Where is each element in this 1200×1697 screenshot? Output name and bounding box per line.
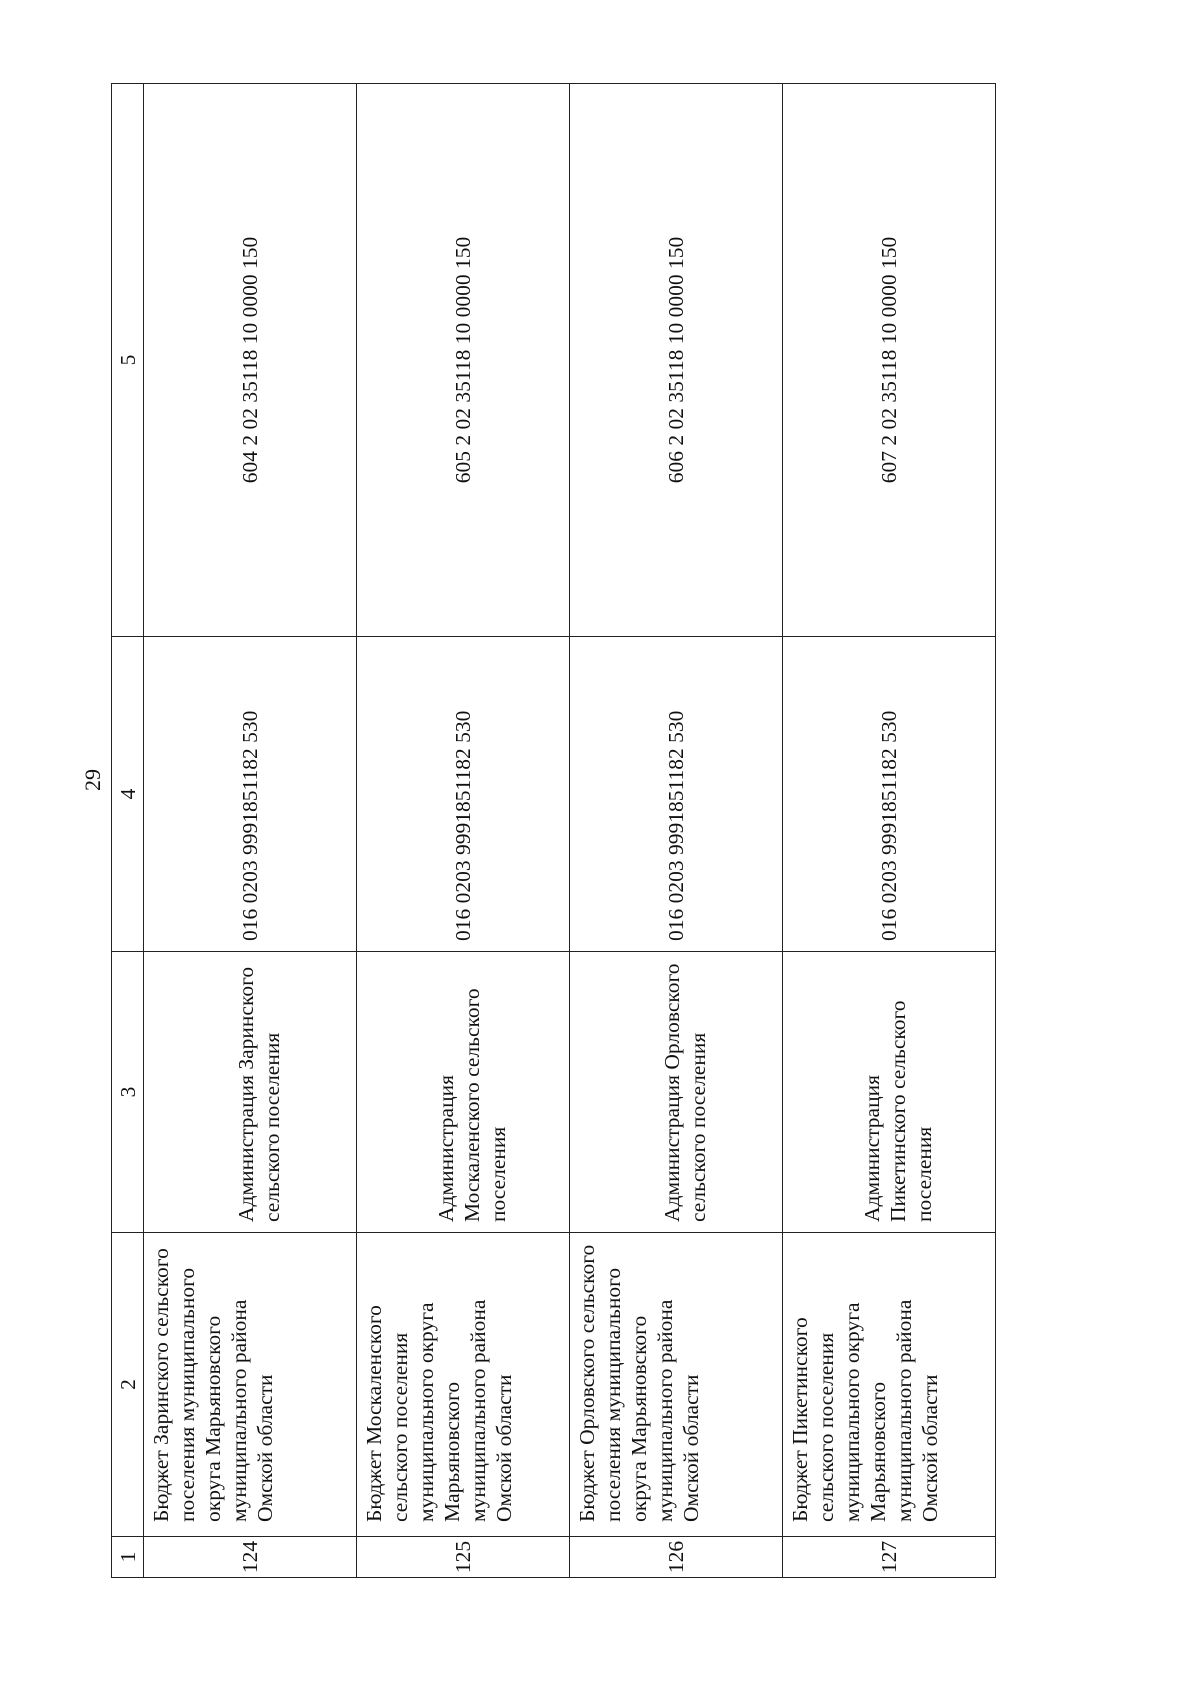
table-header	[112, 84, 144, 1578]
row-number: 127	[783, 1537, 996, 1578]
revenue-code: 607 2 02 35118 10 0000 150	[783, 84, 996, 637]
budget-name: Бюджет Заринского сельского поселения муниципального округа Марьяновского муниципального района Омской области	[144, 1233, 357, 1537]
administrator-name: Администрация Заринского сельского поселения	[144, 952, 357, 1233]
budget-name: Бюджет Орловского сельского поселения муниципального округа Марьяновского муниципального района Омской области	[570, 1233, 783, 1537]
expense-code: 016 0203 9991851182 530	[357, 637, 570, 952]
header-col-5: 5	[112, 84, 144, 637]
budget-name: Бюджет Пикетинского сельского поселения муниципального округа Марьяновского муниципального района Омской области	[783, 1233, 996, 1537]
revenue-code: 604 2 02 35118 10 0000 150	[144, 84, 357, 637]
revenue-code: 605 2 02 35118 10 0000 150	[357, 84, 570, 637]
page-number: 29	[80, 769, 105, 791]
header-col-1: 1	[112, 1537, 144, 1578]
table-body	[144, 84, 996, 1578]
revenue-code: 606 2 02 35118 10 0000 150	[570, 84, 783, 637]
budget-name: Бюджет Москаленского сельского поселения муниципального округа Марьяновского муниципального района Омской области	[357, 1233, 570, 1537]
row-number: 126	[570, 1537, 783, 1578]
administrator-name: Администрация Пикетинского сельского поселения	[783, 952, 996, 1233]
row-number: 125	[357, 1537, 570, 1578]
header-col-4: 4	[112, 637, 144, 952]
expense-code: 016 0203 9991851182 530	[570, 637, 783, 952]
budget-table	[111, 83, 996, 1578]
header-col-3: 3	[112, 952, 144, 1233]
administrator-name: Администрация Орловского сельского поселения	[570, 952, 783, 1233]
header-row	[112, 84, 144, 1578]
table-row	[570, 84, 783, 1578]
table-row	[144, 84, 357, 1578]
expense-code: 016 0203 9991851182 530	[144, 637, 357, 952]
expense-code: 016 0203 9991851182 530	[783, 637, 996, 952]
table-row	[357, 84, 570, 1578]
row-number: 124	[144, 1537, 357, 1578]
header-col-2: 2	[112, 1233, 144, 1537]
table-row	[783, 84, 996, 1578]
administrator-name: Администрация Москаленского сельского поселения	[357, 952, 570, 1233]
